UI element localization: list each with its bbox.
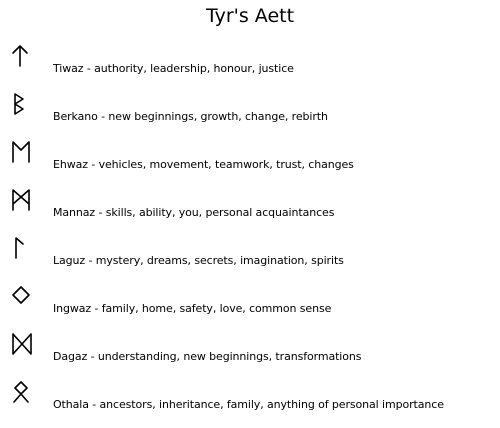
othala-rune-icon — [10, 380, 30, 404]
berkano-rune-icon — [10, 92, 30, 116]
list-item-dagaz — [0, 332, 500, 380]
rune-description: Othala - ancestors, inheritance, family, anything of personal importance — [53, 398, 444, 411]
ehwaz-rune-icon — [10, 140, 30, 164]
rune-description: Ehwaz - vehicles, movement, teamwork, trust, changes — [53, 158, 354, 171]
list-item-ehwaz — [0, 140, 500, 188]
page-title: Tyr's Aett — [205, 5, 295, 27]
rune-description: Dagaz - understanding, new beginnings, transformations — [53, 350, 362, 363]
list-item-berkano — [0, 92, 500, 140]
list-item-ingwaz — [0, 284, 500, 332]
list-item-mannaz — [0, 188, 500, 236]
tiwaz-rune-icon — [10, 44, 30, 68]
rune-description: Ingwaz - family, home, safety, love, common sense — [53, 302, 332, 315]
rune-description: Laguz - mystery, dreams, secrets, imagination, spirits — [53, 254, 344, 267]
rune-description: Mannaz - skills, ability, you, personal acquaintances — [53, 206, 335, 219]
list-item-tiwaz — [0, 44, 500, 92]
mannaz-rune-icon — [10, 188, 30, 212]
list-item-laguz — [0, 236, 500, 284]
rune-description: Berkano - new beginnings, growth, change, rebirth — [53, 110, 328, 123]
laguz-rune-icon — [10, 236, 30, 260]
ingwaz-rune-icon — [10, 284, 30, 308]
dagaz-rune-icon — [10, 332, 30, 356]
rune-description: Tiwaz - authority, leadership, honour, justice — [53, 62, 294, 75]
